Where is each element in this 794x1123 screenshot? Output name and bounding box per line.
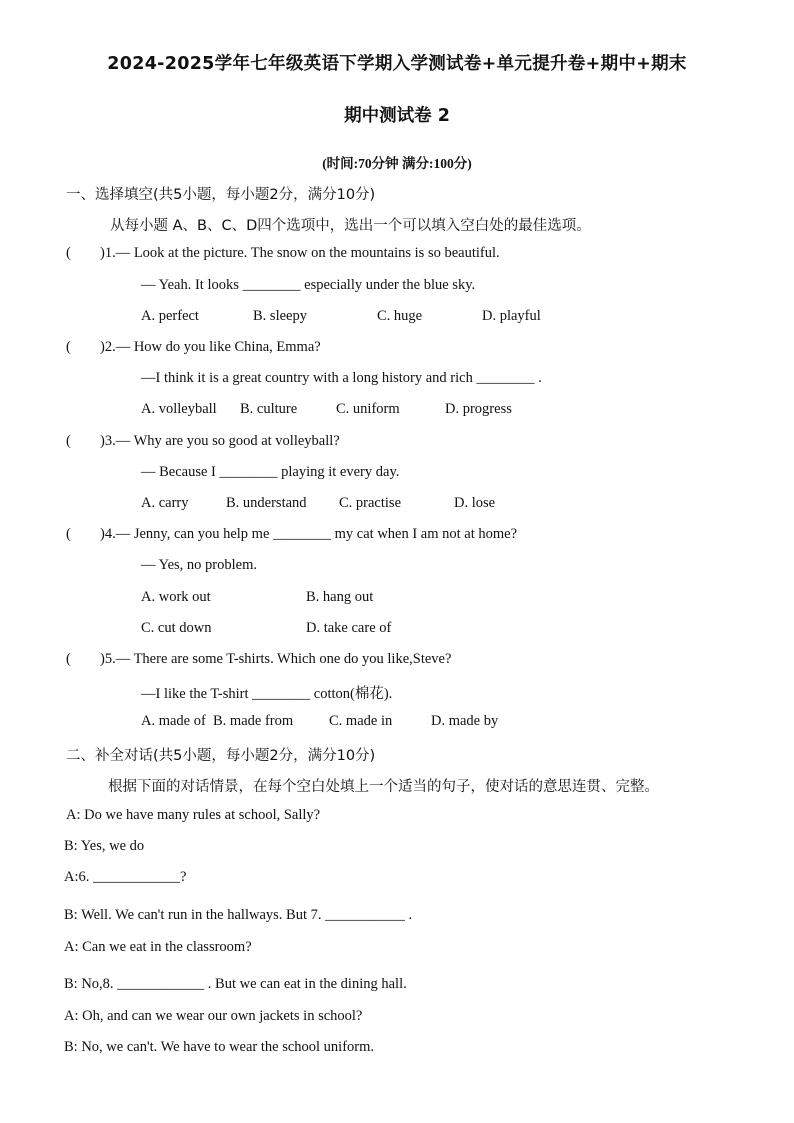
option[interactable]: D. playful (482, 308, 541, 324)
dialogue-line: A:6. ____________? (64, 869, 187, 885)
option[interactable]: D. take care of (306, 620, 392, 636)
option[interactable]: B. made from (213, 713, 294, 729)
question-1-stem: ( )1.— Look at the picture. The snow on the mountains is so beautiful. (66, 245, 500, 261)
option[interactable]: A. carry (141, 495, 189, 511)
dialogue-line: B: No, we can't. We have to wear the school uniform. (64, 1039, 375, 1055)
dialogue-line: A: Can we eat in the classroom? (64, 939, 252, 955)
section2-instruction: 根据下面的对话情景，在每个空白处填上一个适当的句子，使对话的意思连贯、完整。 (108, 779, 659, 795)
option[interactable]: A. work out (141, 589, 211, 605)
question-1-reply: — Yeah. It looks ________ especially under the blue sky. (141, 277, 476, 293)
section1-instruction: 从每小题 A、B、C、D四个选项中，选出一个可以填入空白处的最佳选项。 (110, 218, 591, 234)
option[interactable]: B. culture (240, 401, 298, 417)
option[interactable]: D. lose (454, 495, 496, 511)
option[interactable]: B. understand (226, 495, 307, 511)
question-3-stem: ( )3.— Why are you so good at volleyball? (66, 433, 340, 449)
option[interactable]: C. practise (339, 495, 402, 511)
option[interactable]: B. sleepy (253, 308, 307, 324)
option[interactable]: C. cut down (141, 620, 212, 636)
question-5-stem: ( )5.— There are some T-shirts. Which one do you like,Steve? (66, 651, 452, 667)
section1-heading: 一、选择填空(共5小题，每小题2分，满分10分) (66, 187, 376, 203)
dialogue-line: B: Well. We can't run in the hallways. But 7. ___________ . (64, 907, 413, 923)
option[interactable]: C. uniform (336, 401, 400, 417)
exam-meta: (时间:70分钟 满分:100分) (322, 156, 472, 171)
option[interactable]: D. progress (445, 401, 512, 417)
option[interactable]: C. huge (377, 308, 423, 324)
option[interactable]: D. made by (431, 713, 499, 729)
document-title: 2024-2025学年七年级英语下学期入学测试卷+单元提升卷+期中+期末 (107, 54, 687, 74)
dialogue-line: B: Yes, we do (64, 838, 145, 854)
option[interactable]: C. made in (329, 713, 393, 729)
option[interactable]: A. perfect (141, 308, 199, 324)
dialogue-line: B: No,8. ____________ . But we can eat in the dining hall. (64, 976, 407, 992)
question-5-reply: —I like the T-shirt ________ cotton(棉花). (141, 686, 393, 702)
section2-heading: 二、补全对话(共5小题，每小题2分，满分10分) (66, 748, 376, 764)
question-2-stem: ( )2.— How do you like China, Emma? (66, 339, 321, 355)
option[interactable]: A. volleyball (141, 401, 217, 417)
question-4-reply: — Yes, no problem. (141, 557, 258, 573)
exam-subtitle: 期中测试卷 2 (344, 106, 450, 126)
question-2-reply: —I think it is a great country with a long history and rich ________ . (141, 370, 542, 386)
dialogue-line: A: Oh, and can we wear our own jackets in school? (64, 1008, 363, 1024)
option[interactable]: A. made of (141, 713, 206, 729)
dialogue-line: A: Do we have many rules at school, Sally? (66, 807, 321, 823)
option[interactable]: B. hang out (306, 589, 374, 605)
question-3-reply: — Because I ________ playing it every day. (141, 464, 400, 480)
question-4-stem: ( )4.— Jenny, can you help me ________ my cat when I am not at home? (66, 526, 518, 542)
